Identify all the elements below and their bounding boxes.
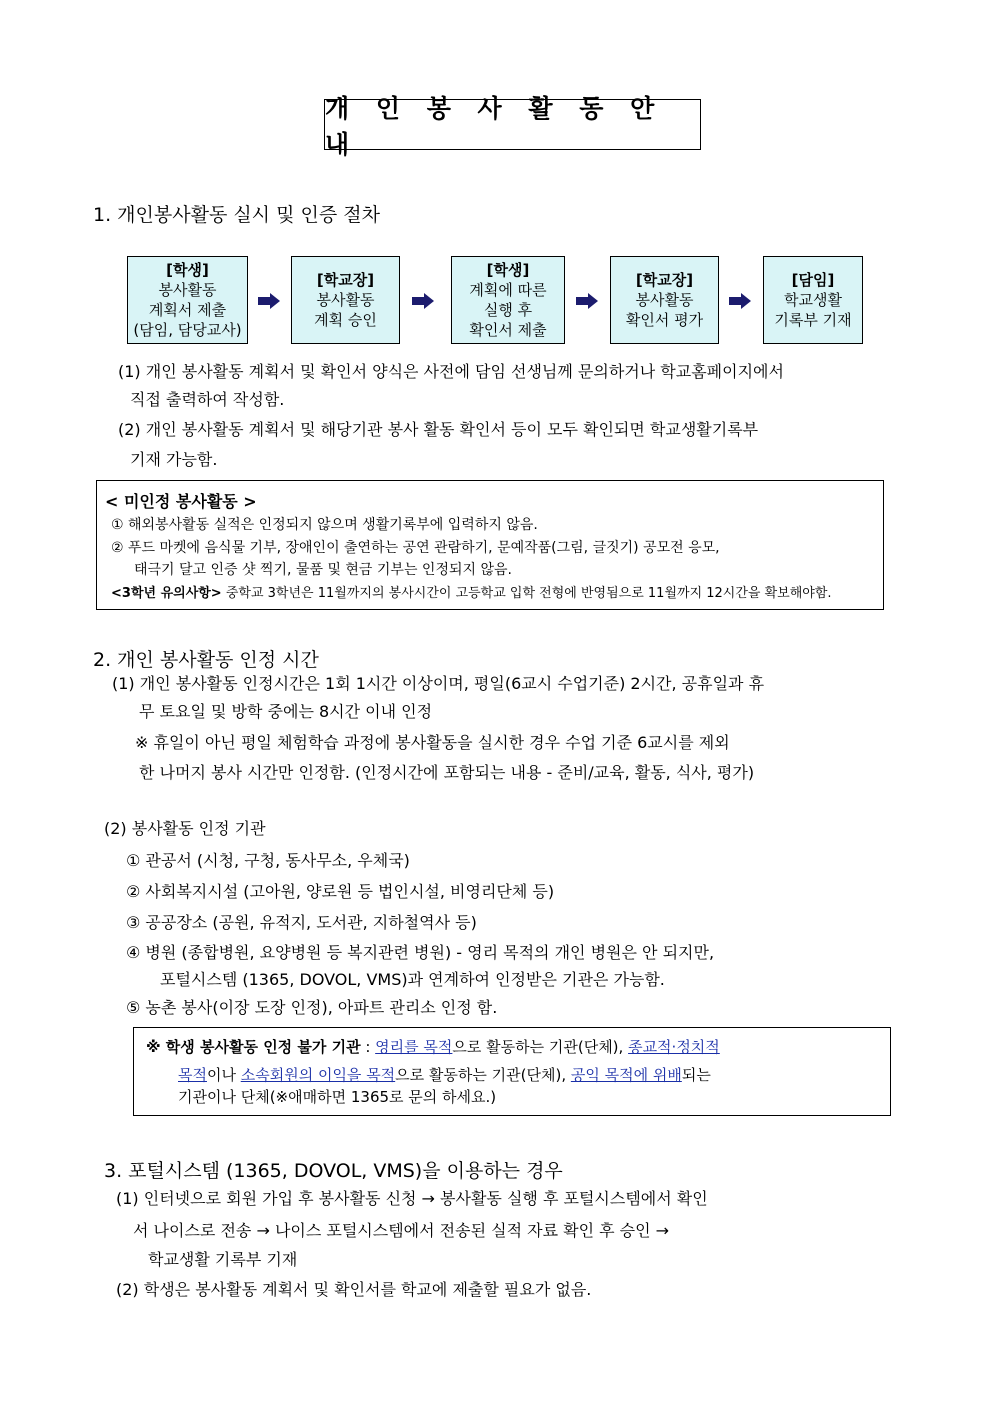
- org-item-4: ④ 병원 (종합병원, 요양병원 등 복지관련 병원) - 영리 목적의 개인 병원은 안 되지만,: [126, 943, 715, 962]
- org-item-4-cont: 포털시스템 (1365, DOVOL, VMS)과 연계하여 인정받은 기관은 가능함.: [160, 970, 665, 989]
- flow-step-line: 계획서 제출: [148, 301, 227, 319]
- flow-step-tag: [학생]: [166, 261, 209, 279]
- flow-step-line: 봉사활동: [316, 291, 375, 309]
- arrow-right-icon: [258, 293, 280, 309]
- note-2-line-2: 기재 가능함.: [130, 450, 218, 469]
- arrow-right-icon: [576, 293, 598, 309]
- flow-step-line: 확인서 평가: [625, 311, 704, 329]
- flow-step-line: 확인서 제출: [469, 321, 547, 339]
- notice-label: ※ 학생 봉사활동 인정 불가 기관: [146, 1038, 361, 1056]
- flow-step-tag: [학교장]: [316, 271, 375, 289]
- notice-underline-2: 종교적·정치적: [628, 1038, 720, 1056]
- sec3-p2: (2) 학생은 봉사활동 계획서 및 확인서를 학교에 제출할 필요가 없음.: [116, 1280, 592, 1299]
- notice-text-1: 으로 활동하는 기관(단체),: [452, 1038, 629, 1056]
- notice-line-2: [178, 1065, 711, 1085]
- org-item-2: ② 사회복지시설 (고아원, 양로원 등 법인시설, 비영리단체 등): [126, 882, 555, 901]
- grade3-caution: [111, 582, 832, 601]
- unrecognized-item-2-cont: 태극기 달고 인증 샷 찍기, 물품 및 현금 기부는 인정되지 않음.: [134, 562, 512, 578]
- notice-underline-4: 소속회원의 이익을 목적: [240, 1066, 396, 1084]
- flow-step-line: 봉사활동: [158, 281, 217, 299]
- flow-step-4: [610, 256, 719, 344]
- flow-step-2: [291, 256, 400, 344]
- notice-line-3: 기관이나 단체(※애매하면 1365로 문의 하세요.): [178, 1088, 497, 1106]
- flow-step-line: 기록부 기재: [774, 311, 852, 329]
- arrow-right-icon: [729, 293, 751, 309]
- flow-step-5: [763, 256, 863, 344]
- unrecognized-item-2: ② 푸드 마켓에 음식물 기부, 장애인이 출연하는 공연 관람하기, 문예작품(그림, 글짓기) 공모전 응모,: [111, 540, 720, 556]
- not-recognized-institutions-box: [133, 1027, 891, 1116]
- page-title: 개 인 봉 사 활 동 안 내: [324, 99, 701, 150]
- sec3-p1-line-3: 학교생활 기록부 기재: [148, 1250, 298, 1269]
- flow-step-line: 실행 후: [483, 301, 533, 319]
- notice-colon: :: [360, 1038, 376, 1056]
- notice-text-2: 이나: [206, 1066, 241, 1084]
- note-1-line-2: 직접 출력하여 작성함.: [130, 390, 285, 409]
- unrecognized-item-1: ① 해외봉사활동 실적은 인정되지 않으며 생활기록부에 입력하지 않음.: [111, 517, 538, 533]
- section1-heading: 1. 개인봉사활동 실시 및 인증 절차: [93, 204, 380, 226]
- org-item-3: ③ 공공장소 (공원, 유적지, 도서관, 지하철역사 등): [126, 913, 477, 932]
- flow-step-tag: [학생]: [486, 261, 530, 279]
- note-1-line-1: (1) 개인 봉사활동 계획서 및 확인서 양식은 사전에 담임 선생님께 문의하거나 학교홈페이지에서: [118, 362, 784, 381]
- notice-text-4: 되는: [681, 1066, 711, 1084]
- flow-step-line: 계획 승인: [314, 311, 377, 329]
- flow-step-line: 봉사활동: [635, 291, 694, 309]
- flow-step-3: [451, 256, 565, 344]
- notice-underline-1: 영리를 목적: [375, 1038, 453, 1056]
- flow-step-line: 계획에 따른: [469, 281, 547, 299]
- section2-heading: 2. 개인 봉사활동 인정 시간: [93, 649, 319, 671]
- notice-text-3: 으로 활동하는 기관(단체),: [395, 1066, 571, 1084]
- flow-step-line: (담임, 담당교사): [133, 321, 242, 339]
- arrow-right-icon: [412, 293, 434, 309]
- flow-step-line: 학교생활: [784, 291, 842, 309]
- sec3-p1-line-2: 서 나이스로 전송 → 나이스 포털시스템에서 전송된 실적 자료 확인 후 승인 →: [133, 1221, 670, 1240]
- grade3-caution-label: <3학년 유의사항>: [111, 586, 222, 601]
- sec2-p2-heading: (2) 봉사활동 인정 기관: [104, 819, 266, 838]
- sec2-p1-line-4: 한 나머지 봉사 시간만 인정함. (인정시간에 포함되는 내용 - 준비/교육, 활동, 식사, 평가): [139, 763, 755, 782]
- sec2-p1-line-2: 무 토요일 및 방학 중에는 8시간 이내 인정: [139, 702, 433, 721]
- section3-heading: 3. 포털시스템 (1365, DOVOL, VMS)을 이용하는 경우: [104, 1160, 563, 1182]
- note-2-line-1: (2) 개인 봉사활동 계획서 및 해당기관 봉사 활동 확인서 등이 모두 확인되면 학교생활기록부: [118, 420, 759, 439]
- flow-step-1: [127, 256, 248, 344]
- flow-step-tag: [담임]: [791, 271, 835, 289]
- notice-underline-5: 공익 목적에 위배: [570, 1066, 682, 1084]
- notice-underline-3: 목적: [178, 1066, 207, 1084]
- unrecognized-volunteer-box: [96, 480, 884, 610]
- sec2-p1-line-1: (1) 개인 봉사활동 인정시간은 1회 1시간 이상이며, 평일(6교시 수업기준) 2시간, 공휴일과 휴: [112, 674, 765, 693]
- sec3-p1-line-1: (1) 인터넷으로 회원 가입 후 봉사활동 신청 → 봉사활동 실행 후 포털시스템에서 확인: [116, 1189, 708, 1208]
- unrecognized-title: < 미인정 봉사활동 >: [105, 492, 257, 511]
- flow-step-tag: [학교장]: [635, 271, 694, 289]
- grade3-caution-text: 중학교 3학년은 11월까지의 봉사시간이 고등학교 입학 전형에 반영됨으로 11월까지 12시간을 확보해야함.: [221, 586, 832, 601]
- org-item-1: ① 관공서 (시청, 구청, 동사무소, 우체국): [126, 851, 410, 870]
- org-item-5: ⑤ 농촌 봉사(이장 도장 인정), 아파트 관리소 인정 함.: [126, 998, 498, 1017]
- notice-line-1: [146, 1037, 720, 1057]
- sec2-p1-line-3: ※ 휴일이 아닌 평일 체험학습 과정에 봉사활동을 실시한 경우 수업 기준 6교시를 제외: [135, 733, 730, 752]
